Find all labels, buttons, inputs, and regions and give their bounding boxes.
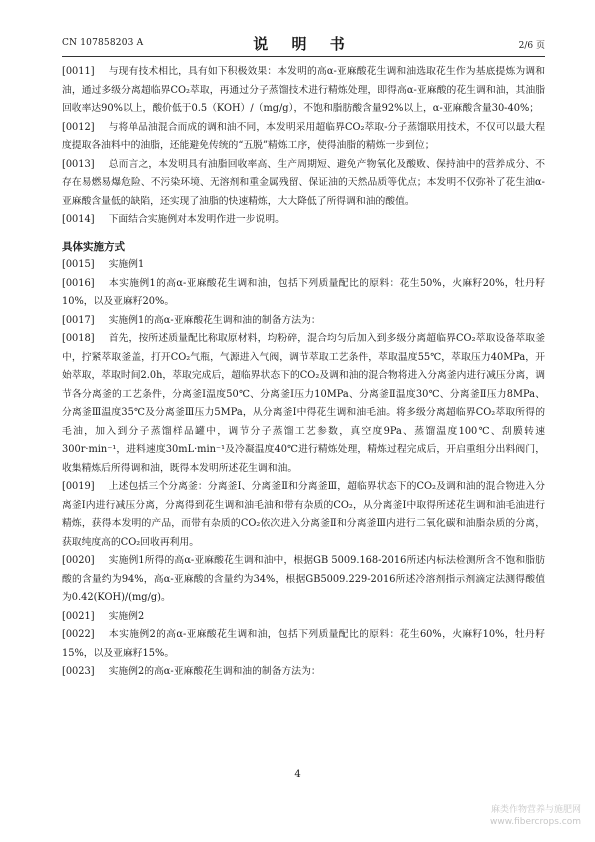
paragraph <box>62 275 545 312</box>
paragraph-text: 总而言之，本发明具有油脂回收率高、生产周期短、避免产物氧化及酸败、保持油中的营养成分、不存在易燃易爆危险、不污染环境、无溶剂和重金属残留、保证油的天然品质等优点；本发明不仅弥补了花生油α-亚麻酸含量低的缺陷，还实现了油脂的快速精炼，大大降低了所得调和油的酸值。 <box>62 158 545 207</box>
paragraph-number: [0020] <box>62 555 95 566</box>
watermark <box>490 804 581 828</box>
paragraph-number: [0011] <box>62 66 95 77</box>
paragraph-text: 本实施例1的高α-亚麻酸花生调和油，包括下列质量配比的原料：花生50%，火麻籽20%，牡丹籽10%，以及亚麻籽20%。 <box>62 277 545 307</box>
paragraph-text: 实施例2的高α-亚麻酸花生调和油的制备方法为： <box>108 666 321 677</box>
paragraph-number: [0012] <box>62 121 95 133</box>
paragraph <box>62 478 545 552</box>
paragraph-number: [0019] <box>62 481 95 492</box>
paragraph <box>62 552 545 608</box>
document-title: 说 明 书 <box>253 35 354 53</box>
watermark-line: 麻类作物营养与施肥网 <box>490 805 581 815</box>
paragraph-text: 与将单品油混合而成的调和油不同，本发明采用超临界CO₂萃取-分子蒸馏联用技术，不仅可以最大程度提取各油料中的油脂，还能避免传统的“五脱”精炼工序，使得油脂的精炼一步到位； <box>62 121 545 151</box>
page-header <box>62 30 545 56</box>
section-heading: 具体实施方式 <box>62 240 125 253</box>
paragraph-number: [0014] <box>62 214 95 225</box>
paragraph <box>62 312 545 331</box>
paragraph <box>62 663 545 682</box>
paragraph-number: [0022] <box>62 629 95 640</box>
paragraph-number: [0015] <box>62 259 95 270</box>
paragraph-number: [0023] <box>62 666 95 677</box>
paragraph-number: [0018] <box>62 333 95 344</box>
paragraph-number: [0017] <box>62 314 95 326</box>
paragraph-text: 下面结合实施例对本发明作进一步说明。 <box>108 214 285 225</box>
paragraph-text: 实施例1的高α-亚麻酸花生调和油的制备方法为： <box>108 314 321 326</box>
paragraph-text: 上述包括三个分离釜：分离釜Ⅰ、分离釜Ⅱ和分离釜Ⅲ，超临界状态下的CO₂及调和油的混合物进入分离釜Ⅰ内进行减压分离，分离得到花生调和油毛油和带有杂质的CO₂，从分离釜Ⅰ中取得所述花生调和油毛油进行精炼，获得本发明的产品，而带有杂质的CO₂依次进入分离釜Ⅱ和分离釜Ⅲ内进行二氧化碳和油脂杂质的分离，获取纯度高的CO₂回收再利用。 <box>62 481 545 548</box>
paragraph-text: 实施例1所得的高α-亚麻酸花生调和油中，根据GB 5009.168-2016所述内标法检测所含不饱和脂肪酸的含量约为94%，高α-亚麻酸的含量约为34%，根据GB5009.229-2016所述冷溶剂指示剂滴定法测得酸值为0.42(KOH)/(mg/g)。 <box>62 555 545 603</box>
page-info: 2/6 页 <box>518 41 545 51</box>
paragraph <box>62 211 545 230</box>
paragraph <box>62 63 545 119</box>
paragraph <box>62 330 545 478</box>
document-number: CN 107858203 A <box>62 38 144 48</box>
paragraph-number: [0021] <box>62 610 95 622</box>
document-body <box>62 63 545 682</box>
header-rule <box>62 56 545 57</box>
paragraph <box>62 626 545 663</box>
paragraph <box>62 608 545 627</box>
paragraph <box>62 256 545 275</box>
paragraph-text: 与现有技术相比，具有如下积极效果：本发明的高α-亚麻酸花生调和油选取花生作为基底提炼为调和油，通过多级分离超临界CO₂萃取，再通过分子蒸馏技术进行精炼处理，即得高α-亚麻酸的花生调和油，其油脂回收率达90%以上，酸价低于0.5（KOH）/（mg/g），不饱和脂肪酸含量92%以上，α-亚麻酸含量30-40%； <box>62 66 545 114</box>
page-number: 4 <box>294 769 301 780</box>
paragraph-text: 实施例2 <box>108 610 145 622</box>
paragraph-number: [0016] <box>62 277 95 289</box>
watermark-url: www.fibercrops.com <box>490 817 581 827</box>
paragraph <box>62 119 545 156</box>
paragraph <box>62 156 545 212</box>
paragraph-number: [0013] <box>62 158 95 170</box>
paragraph-text: 实施例1 <box>108 259 145 270</box>
paragraph-text: 本实施例2的高α-亚麻酸花生调和油，包括下列质量配比的原料：花生60%，火麻籽10%，牡丹籽15%，以及亚麻籽15%。 <box>62 629 545 659</box>
paragraph-text: 首先，按所述质量配比称取原材料，均粉碎，混合均匀后加入到多级分离超临界CO₂萃取设备萃取釜中，拧紧萃取釜盖，打开CO₂气瓶，气源进入气阀，调节萃取工艺条件，萃取温度55℃，萃取压力40MPa，开始萃取，萃取时间2.0h，萃取完成后，超临界状态下的CO₂及调和油的混合物将进入分离釜内进行减压分离，调节各分离釜的工艺条件，分离釜Ⅰ温度50℃、分离釜Ⅰ压力10MPa、分离釜Ⅱ温度30℃、分离釜Ⅱ压力8MPa、分离釜Ⅲ温度35℃及分离釜Ⅲ压力5MPa，从分离釜Ⅰ中得花生调和油毛油。将多级分离超临界CO₂萃取所得的毛油，加入到分子蒸馏样品罐中，调节分子蒸馏工艺参数，真空度9Pa、蒸馏温度100℃、刮膜转速300r·min⁻¹，进料速度30mL·min⁻¹及冷凝温度40℃进行精炼处理，精炼过程完成后，开启重组分出料阀门，收集精炼后所得调和油，既得本发明所述花生调和油。 <box>62 333 545 474</box>
